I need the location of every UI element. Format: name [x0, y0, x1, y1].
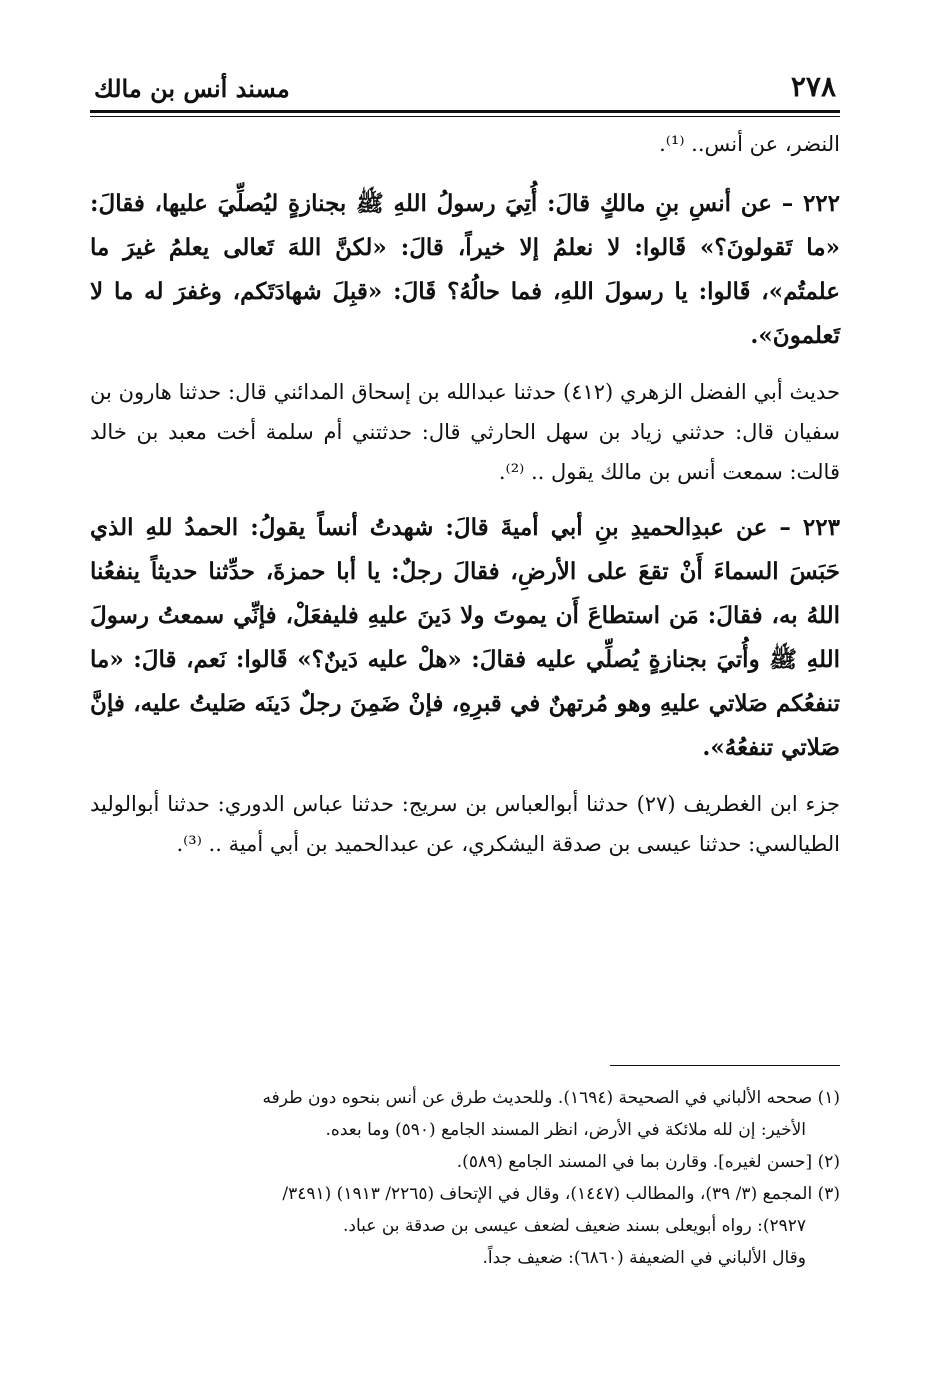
hadith-222	[90, 182, 840, 358]
footnote-1-continuation: الأخير: إن لله ملائكة في الأرض، انظر المسند الجامع (٥٩٠) وما بعده.	[325, 1120, 806, 1140]
page-number: ٢٧٨	[790, 70, 836, 103]
hadith-text: عن أنسِ بنِ مالكٍ قالَ: أُتِيَ رسولُ اللهِ ﷺ بجنازةٍ ليُصلِّيَ عليها، فقالَ: «ما تَقولونَ؟» قَالوا: لا نعلمُ إلا خيراً، قالَ: «لكنَّ اللهَ تَعالى يعلمُ غيرَ ما علمتُم»، قَالوا: يا رسولَ اللهِ، فما حالُهُ؟ قَالَ: «قبِلَ شهادَتَكم، وغفرَ له ما لا تَعلمونَ».	[90, 190, 840, 349]
header-rule-thick	[90, 110, 840, 113]
continuation-line: النضر، عن أنس.. ⁽¹⁾.	[659, 132, 840, 156]
page-header	[90, 58, 840, 110]
footnote-3: (٣) المجمع (٣/ ٣٩)، والمطالب (١٤٤٧)، وقال في الإتحاف (٢٢٦٥/ ١٩١٣) (٣٤٩١/	[282, 1184, 840, 1204]
footnote-separator	[610, 1065, 840, 1066]
footnote-2: (٢) [حسن لغيره]. وقارن بما في المسند الجامع (٥٨٩).	[456, 1152, 840, 1172]
page-body	[90, 124, 840, 878]
footnotes	[90, 1082, 840, 1274]
book-page	[90, 58, 840, 1328]
hadith-text: عن عبدِالحميدِ بنِ أبي أميةَ قالَ: شهدتُ أنساً يقولُ: الحمدُ للهِ الذي حَبَسَ السماءَ أَنْ تقعَ على الأرضِ، فقالَ رجلٌ: يا أبا حمزةَ، حدِّثنا حديثاً ينفعُنا اللهُ به، فقالَ: مَن استطاعَ أَن يموتَ ولا دَينَ عليهِ فليفعَلْ، فإنِّي سمعتُ رسولَ اللهِ ﷺ وأُتيَ بجنازةٍ يُصلِّي عليه فقالَ: «هلْ عليه دَينٌ؟» قَالوا: نَعم، قالَ: «ما تنفعُكم صَلاتي عليهِ وهو مُرتهنٌ في قبرِهِ، فإنْ ضَمِنَ رجلٌ دَينَه صَليتُ عليه، فإنَّ صَلاتي تنفعُهُ».	[90, 514, 840, 761]
hadith-number: ٢٢٣ –	[779, 514, 840, 541]
hadith-number: ٢٢٢ –	[781, 190, 840, 217]
source-223: جزء ابن الغطريف (٢٧) حدثنا أبوالعباس بن سريج: حدثنا عباس الدوري: حدثنا أبوالوليد الطيالسي: حدثنا عيسى بن صدقة اليشكري، عن عبدالحميد بن أبي أمية .. ⁽³⁾.	[90, 792, 840, 856]
footnote-3-continuation: ٢٩٢٧): رواه أبويعلى بسند ضعيف لضعف عيسى بن صدقة بن عباد.	[343, 1216, 806, 1236]
source-222: حديث أبي الفضل الزهري (٤١٢) حدثنا عبدالله بن إسحاق المدائني قال: حدثنا هارون بن سفيان قال: حدثني زياد بن سهل الحارثي قال: حدثتني أم سلمة أخت معبد بن خالد قالت: سمعت أنس بن مالك يقول .. ⁽²⁾.	[90, 380, 840, 484]
header-rule-thin	[90, 116, 840, 117]
running-title: مسند أنس بن مالك	[94, 74, 290, 103]
footnote-1: (١) صححه الألباني في الصحيحة (١٦٩٤). وللحديث طرق عن أنس بنحوه دون طرفه	[262, 1088, 840, 1108]
footnote-3-continuation: وقال الألباني في الضعيفة (٦٨٦٠): ضعيف جداً.	[482, 1248, 806, 1268]
hadith-223	[90, 506, 840, 770]
